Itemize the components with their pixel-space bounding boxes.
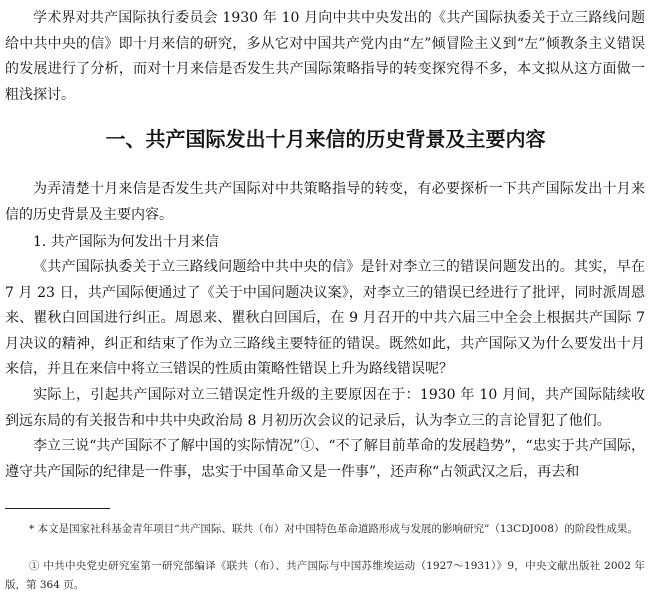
- body-paragraph: 李立三说“共产国际不了解中国的实际情况”①、“不了解目前革命的发展趋势”，“忠实于共产国际，遵守共产国际的纪律是一件事，忠实于中国革命又是一件事”，还声称“占领武汉之后，再去和: [5, 438, 645, 480]
- section-heading: 一、共产国际发出十月来信的历史背景及主要内容: [105, 127, 546, 151]
- section-intro-paragraph: 为弄清楚十月来信是否发生共产国际对中共策略指导的转变，有必要探析一下共产国际发出十月来信的历史背景及主要内容。: [5, 181, 645, 223]
- footnote-funding: * 本文是国家社科基金青年项目“共产国际、联共（布）对中国特色革命道路形成与发展的影响研究”（13CDJ008）的阶段性成果。: [29, 523, 638, 535]
- subheading: 1. 共产国际为何发出十月来信: [33, 234, 219, 250]
- footnote-1: ① 中共中央党史研究室第一研究部编译《联共（布）、共产国际与中国苏维埃运动（1927～1931）》9，中央文献出版社 2002 年版，第 364 页。: [5, 560, 645, 591]
- footnote-divider: [5, 508, 110, 509]
- body-paragraph: 实际上，引起共产国际对立三错误定性升级的主要原因在于：1930 年 10 月间，共产国际陆续收到远东局的有关报告和中共中央政治局 8 月初历次会议的记录后，认为李立三的言论冒犯了他们。: [5, 387, 645, 429]
- intro-paragraph: 学术界对共产国际执行委员会 1930 年 10 月向中共中央发出的《共产国际执委关于立三路线问题给中共中央的信》即十月来信的研究，多从它对中国共产党内由“左”倾冒险主义到“左”倾教条主义错误的发展进行了分析，而对十月来信是否发生共产国际策略指导的转变探究得不多，本文拟从这方面做一粗浅探讨。: [5, 10, 645, 103]
- body-paragraph: 《共产国际执委关于立三路线问题给中共中央的信》是针对李立三的错误问题发出的。其实，早在 7 月 23 日，共产国际便通过了《关于中国问题决议案》，对李立三的错误已经进行了批评，同时派周恩来、瞿秋白回国进行纠正。周恩来、瞿秋白回国后，在 9 月召开的中共六届三中全会上根据共产国际 7 月决议的精神，纠正和结束了作为立三路线主要特征的错误。既然如此，共产国际又为什么要发出十月来信，并且在来信中将立三错误的性质由策略性错误上升为路线错误呢？: [5, 259, 645, 377]
